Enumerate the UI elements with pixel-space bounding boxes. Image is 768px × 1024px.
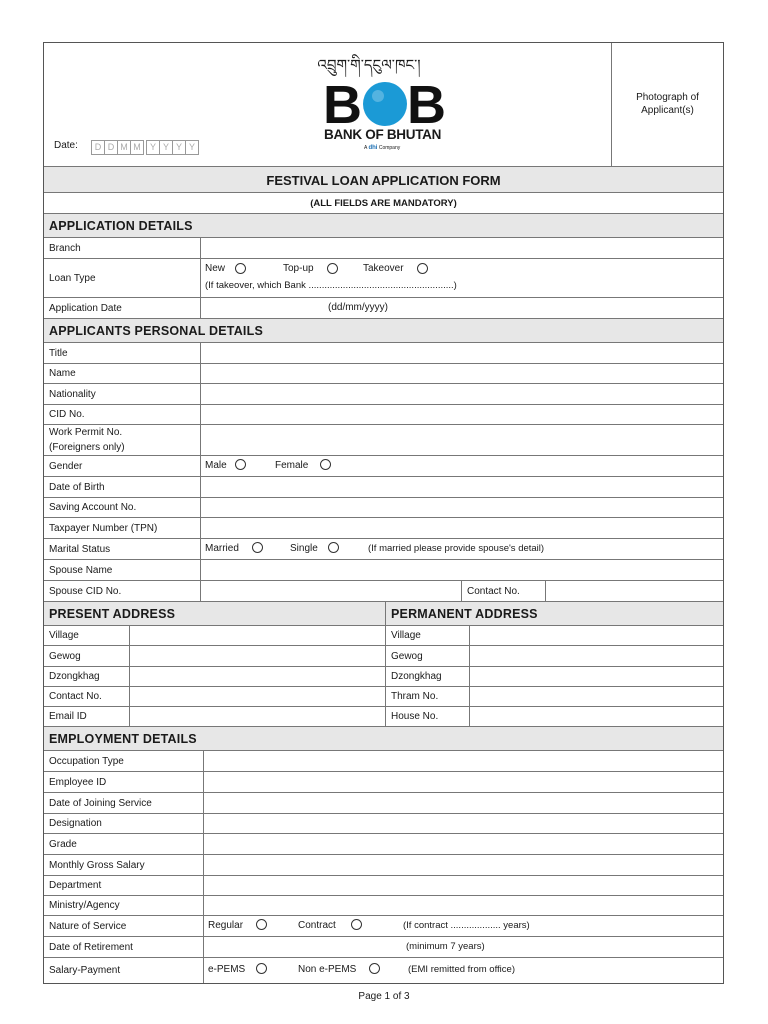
address-row xyxy=(44,687,723,707)
name-row xyxy=(44,364,723,384)
non-epems-radio[interactable] xyxy=(369,963,380,974)
bank-logo-area xyxy=(44,43,611,166)
date-of-birth-label: Date of Birth xyxy=(49,481,105,493)
marital-single-radio[interactable] xyxy=(328,542,339,553)
form-title: FESTIVAL LOAN APPLICATION FORM xyxy=(266,173,501,188)
date-box[interactable]: D xyxy=(91,140,105,155)
date-box[interactable]: M xyxy=(130,140,144,155)
tibetan-bank-name: འབྲུག་གི་དངུལ་ཁང་། xyxy=(317,56,421,74)
form-subtitle-row xyxy=(44,193,723,214)
spouse-name-field[interactable] xyxy=(200,560,723,580)
permanent-village-label: Village xyxy=(385,626,469,645)
nature-of-service-row xyxy=(44,916,723,937)
service-regular-label: Regular xyxy=(208,920,244,931)
loan-type-topup-label: Top-up xyxy=(283,263,314,274)
gender-male-radio[interactable] xyxy=(235,459,246,470)
date-format-hint: (dd/mm/yyyy) xyxy=(328,302,388,313)
employment-details-heading: EMPLOYMENT DETAILS xyxy=(44,727,723,751)
occupation-type-row xyxy=(44,751,723,772)
spouse-detail-note: (If married please provide spouse's detail) xyxy=(368,543,545,554)
address-row xyxy=(44,626,723,646)
present-village-label: Village xyxy=(49,630,79,641)
takeover-bank-note: (If takeover, which Bank .......................................................) xyxy=(205,280,457,291)
branch-label: Branch xyxy=(49,242,81,254)
epems-label: e-PEMS xyxy=(208,964,246,975)
permanent-gewog-field[interactable] xyxy=(469,646,723,666)
branch-row xyxy=(44,238,723,259)
photo-box[interactable] xyxy=(611,43,723,166)
date-box[interactable]: Y xyxy=(172,140,186,155)
retirement-note: (minimum 7 years) xyxy=(406,941,485,952)
loan-type-topup-radio[interactable] xyxy=(327,263,338,274)
date-box[interactable]: Y xyxy=(146,140,160,155)
work-permit-field[interactable] xyxy=(200,425,723,455)
service-regular-radio[interactable] xyxy=(256,919,267,930)
nationality-label: Nationality xyxy=(49,388,96,400)
tpn-row xyxy=(44,518,723,539)
gender-male-label: Male xyxy=(205,460,227,471)
gender-female-label: Female xyxy=(275,460,309,471)
emi-note: (EMI remitted from office) xyxy=(408,964,515,975)
name-field[interactable] xyxy=(200,364,723,383)
monthly-salary-label: Monthly Gross Salary xyxy=(49,859,145,871)
present-contact-label: Contact No. xyxy=(49,691,102,702)
date-input-boxes[interactable] xyxy=(91,137,198,155)
present-email-field[interactable] xyxy=(129,707,385,726)
address-row xyxy=(44,646,723,667)
marital-status-field xyxy=(200,539,723,559)
cid-label: CID No. xyxy=(49,409,85,420)
employee-id-field[interactable] xyxy=(203,772,723,792)
present-village-field[interactable] xyxy=(129,626,385,645)
form-title-row xyxy=(44,167,723,193)
employee-id-label: Employee ID xyxy=(49,776,107,788)
service-contract-label: Contract xyxy=(298,920,336,931)
loan-type-takeover-radio[interactable] xyxy=(417,263,428,274)
permanent-gewog-label: Gewog xyxy=(385,646,469,666)
non-epems-label: Non e-PEMS xyxy=(298,964,357,975)
designation-field[interactable] xyxy=(203,814,723,833)
svg-text:B: B xyxy=(323,77,362,127)
loan-type-takeover-label: Takeover xyxy=(363,263,404,274)
epems-radio[interactable] xyxy=(256,963,267,974)
photo-label: Photograph of Applicant(s) xyxy=(636,92,699,116)
joining-date-row xyxy=(44,793,723,814)
retirement-field[interactable] xyxy=(203,937,723,957)
gender-row xyxy=(44,456,723,477)
gender-female-radio[interactable] xyxy=(320,459,331,470)
gender-field xyxy=(200,456,723,476)
marital-single-label: Single xyxy=(290,543,318,554)
saving-account-field[interactable] xyxy=(200,498,723,517)
tpn-field[interactable] xyxy=(200,518,723,538)
permanent-address-heading: PERMANENT ADDRESS xyxy=(385,602,723,625)
date-of-birth-field[interactable] xyxy=(200,477,723,497)
marital-married-radio[interactable] xyxy=(252,542,263,553)
permanent-village-field[interactable] xyxy=(469,626,723,645)
ministry-agency-field[interactable] xyxy=(203,896,723,915)
marital-status-label: Marital Status xyxy=(49,543,111,555)
spouse-name-label: Spouse Name xyxy=(49,564,113,576)
present-dzongkhag-label: Dzongkhag xyxy=(49,671,100,682)
spouse-name-row xyxy=(44,560,723,581)
application-date-label: Application Date xyxy=(49,302,122,314)
bob-logo-icon xyxy=(323,77,447,127)
thram-label: Thram No. xyxy=(385,687,469,706)
branch-field[interactable] xyxy=(200,238,723,258)
present-gewog-field[interactable] xyxy=(129,646,385,666)
loan-type-field xyxy=(200,259,723,297)
dhi-logo-icon: dhi xyxy=(368,145,378,151)
date-label: Date: xyxy=(54,140,78,151)
work-permit-row xyxy=(44,425,723,456)
salary-payment-row xyxy=(44,958,723,983)
marital-married-label: Married xyxy=(205,543,239,554)
spouse-contact-label: Contact No. xyxy=(461,581,545,601)
permanent-dzongkhag-field[interactable] xyxy=(469,667,723,686)
present-email-label: Email ID xyxy=(49,711,87,722)
present-dzongkhag-field[interactable] xyxy=(129,667,385,686)
application-date-field[interactable] xyxy=(200,298,723,318)
cid-row xyxy=(44,405,723,425)
form-header xyxy=(44,43,723,167)
form-subtitle: (ALL FIELDS ARE MANDATORY) xyxy=(310,198,457,209)
spouse-cid-field[interactable] xyxy=(200,581,461,601)
designation-row xyxy=(44,814,723,834)
gender-label: Gender xyxy=(49,460,83,472)
grade-row xyxy=(44,834,723,855)
date-box[interactable]: M xyxy=(117,140,131,155)
salary-payment-label: Salary-Payment xyxy=(49,965,121,976)
cid-field[interactable] xyxy=(200,405,723,424)
permanent-dzongkhag-label: Dzongkhag xyxy=(385,667,469,686)
date-box[interactable]: Y xyxy=(185,140,199,155)
monthly-salary-field[interactable] xyxy=(203,855,723,875)
spouse-cid-label: Spouse CID No. xyxy=(49,585,122,597)
spouse-cid-row xyxy=(44,581,723,602)
nature-of-service-label: Nature of Service xyxy=(49,920,127,932)
occupation-type-field[interactable] xyxy=(203,751,723,771)
tpn-label: Taxpayer Number (TPN) xyxy=(49,522,158,534)
marital-status-row xyxy=(44,539,723,560)
employee-id-row xyxy=(44,772,723,793)
date-box[interactable]: Y xyxy=(159,140,173,155)
service-contract-radio[interactable] xyxy=(351,919,362,930)
ministry-agency-label: Ministry/Agency xyxy=(49,900,120,911)
retirement-label: Date of Retirement xyxy=(49,941,133,953)
joining-date-field[interactable] xyxy=(203,793,723,813)
department-label: Department xyxy=(49,880,102,891)
nationality-row xyxy=(44,384,723,405)
date-of-birth-row xyxy=(44,477,723,498)
loan-type-new-radio[interactable] xyxy=(235,263,246,274)
date-box[interactable]: D xyxy=(104,140,118,155)
present-address-heading: PRESENT ADDRESS xyxy=(49,606,176,621)
svg-text:B: B xyxy=(407,77,446,127)
loan-type-label: Loan Type xyxy=(49,272,96,284)
contract-years-note: (If contract ................... years) xyxy=(403,920,530,931)
department-row xyxy=(44,876,723,896)
department-field[interactable] xyxy=(203,876,723,895)
designation-label: Designation xyxy=(49,818,102,829)
loan-type-row xyxy=(44,259,723,298)
title-label: Title xyxy=(49,347,68,359)
ministry-agency-row xyxy=(44,896,723,916)
present-gewog-label: Gewog xyxy=(49,650,81,662)
grade-field[interactable] xyxy=(203,834,723,854)
address-heading-row xyxy=(44,602,723,626)
page-number: Page 1 of 3 xyxy=(358,991,410,1002)
application-details-heading: APPLICATION DETAILS xyxy=(44,214,723,238)
application-date-row xyxy=(44,298,723,319)
loan-application-form xyxy=(43,42,724,984)
name-label: Name xyxy=(49,368,76,379)
title-row xyxy=(44,343,723,364)
spouse-contact-field[interactable] xyxy=(545,581,723,601)
bank-name: BANK OF BHUTAN xyxy=(324,127,442,142)
saving-account-row xyxy=(44,498,723,518)
retirement-row xyxy=(44,937,723,958)
joining-date-label: Date of Joining Service xyxy=(49,797,152,809)
thram-field[interactable] xyxy=(469,687,723,706)
personal-details-heading: APPLICANTS PERSONAL DETAILS xyxy=(44,319,723,343)
title-field[interactable] xyxy=(200,343,723,363)
salary-payment-field xyxy=(203,958,723,983)
occupation-type-label: Occupation Type xyxy=(49,755,124,767)
monthly-salary-row xyxy=(44,855,723,876)
work-permit-label: Work Permit No. (Foreigners only) xyxy=(49,427,125,453)
nature-of-service-field xyxy=(203,916,723,936)
address-row xyxy=(44,667,723,687)
present-contact-field[interactable] xyxy=(129,687,385,706)
bob-logo xyxy=(323,77,447,127)
house-field[interactable] xyxy=(469,707,723,726)
house-label: House No. xyxy=(385,707,469,726)
group-tagline: A dhi Company xyxy=(364,145,401,151)
nationality-field[interactable] xyxy=(200,384,723,404)
saving-account-label: Saving Account No. xyxy=(49,502,137,513)
grade-label: Grade xyxy=(49,838,77,850)
loan-type-new-label: New xyxy=(205,263,226,274)
address-row xyxy=(44,707,723,727)
